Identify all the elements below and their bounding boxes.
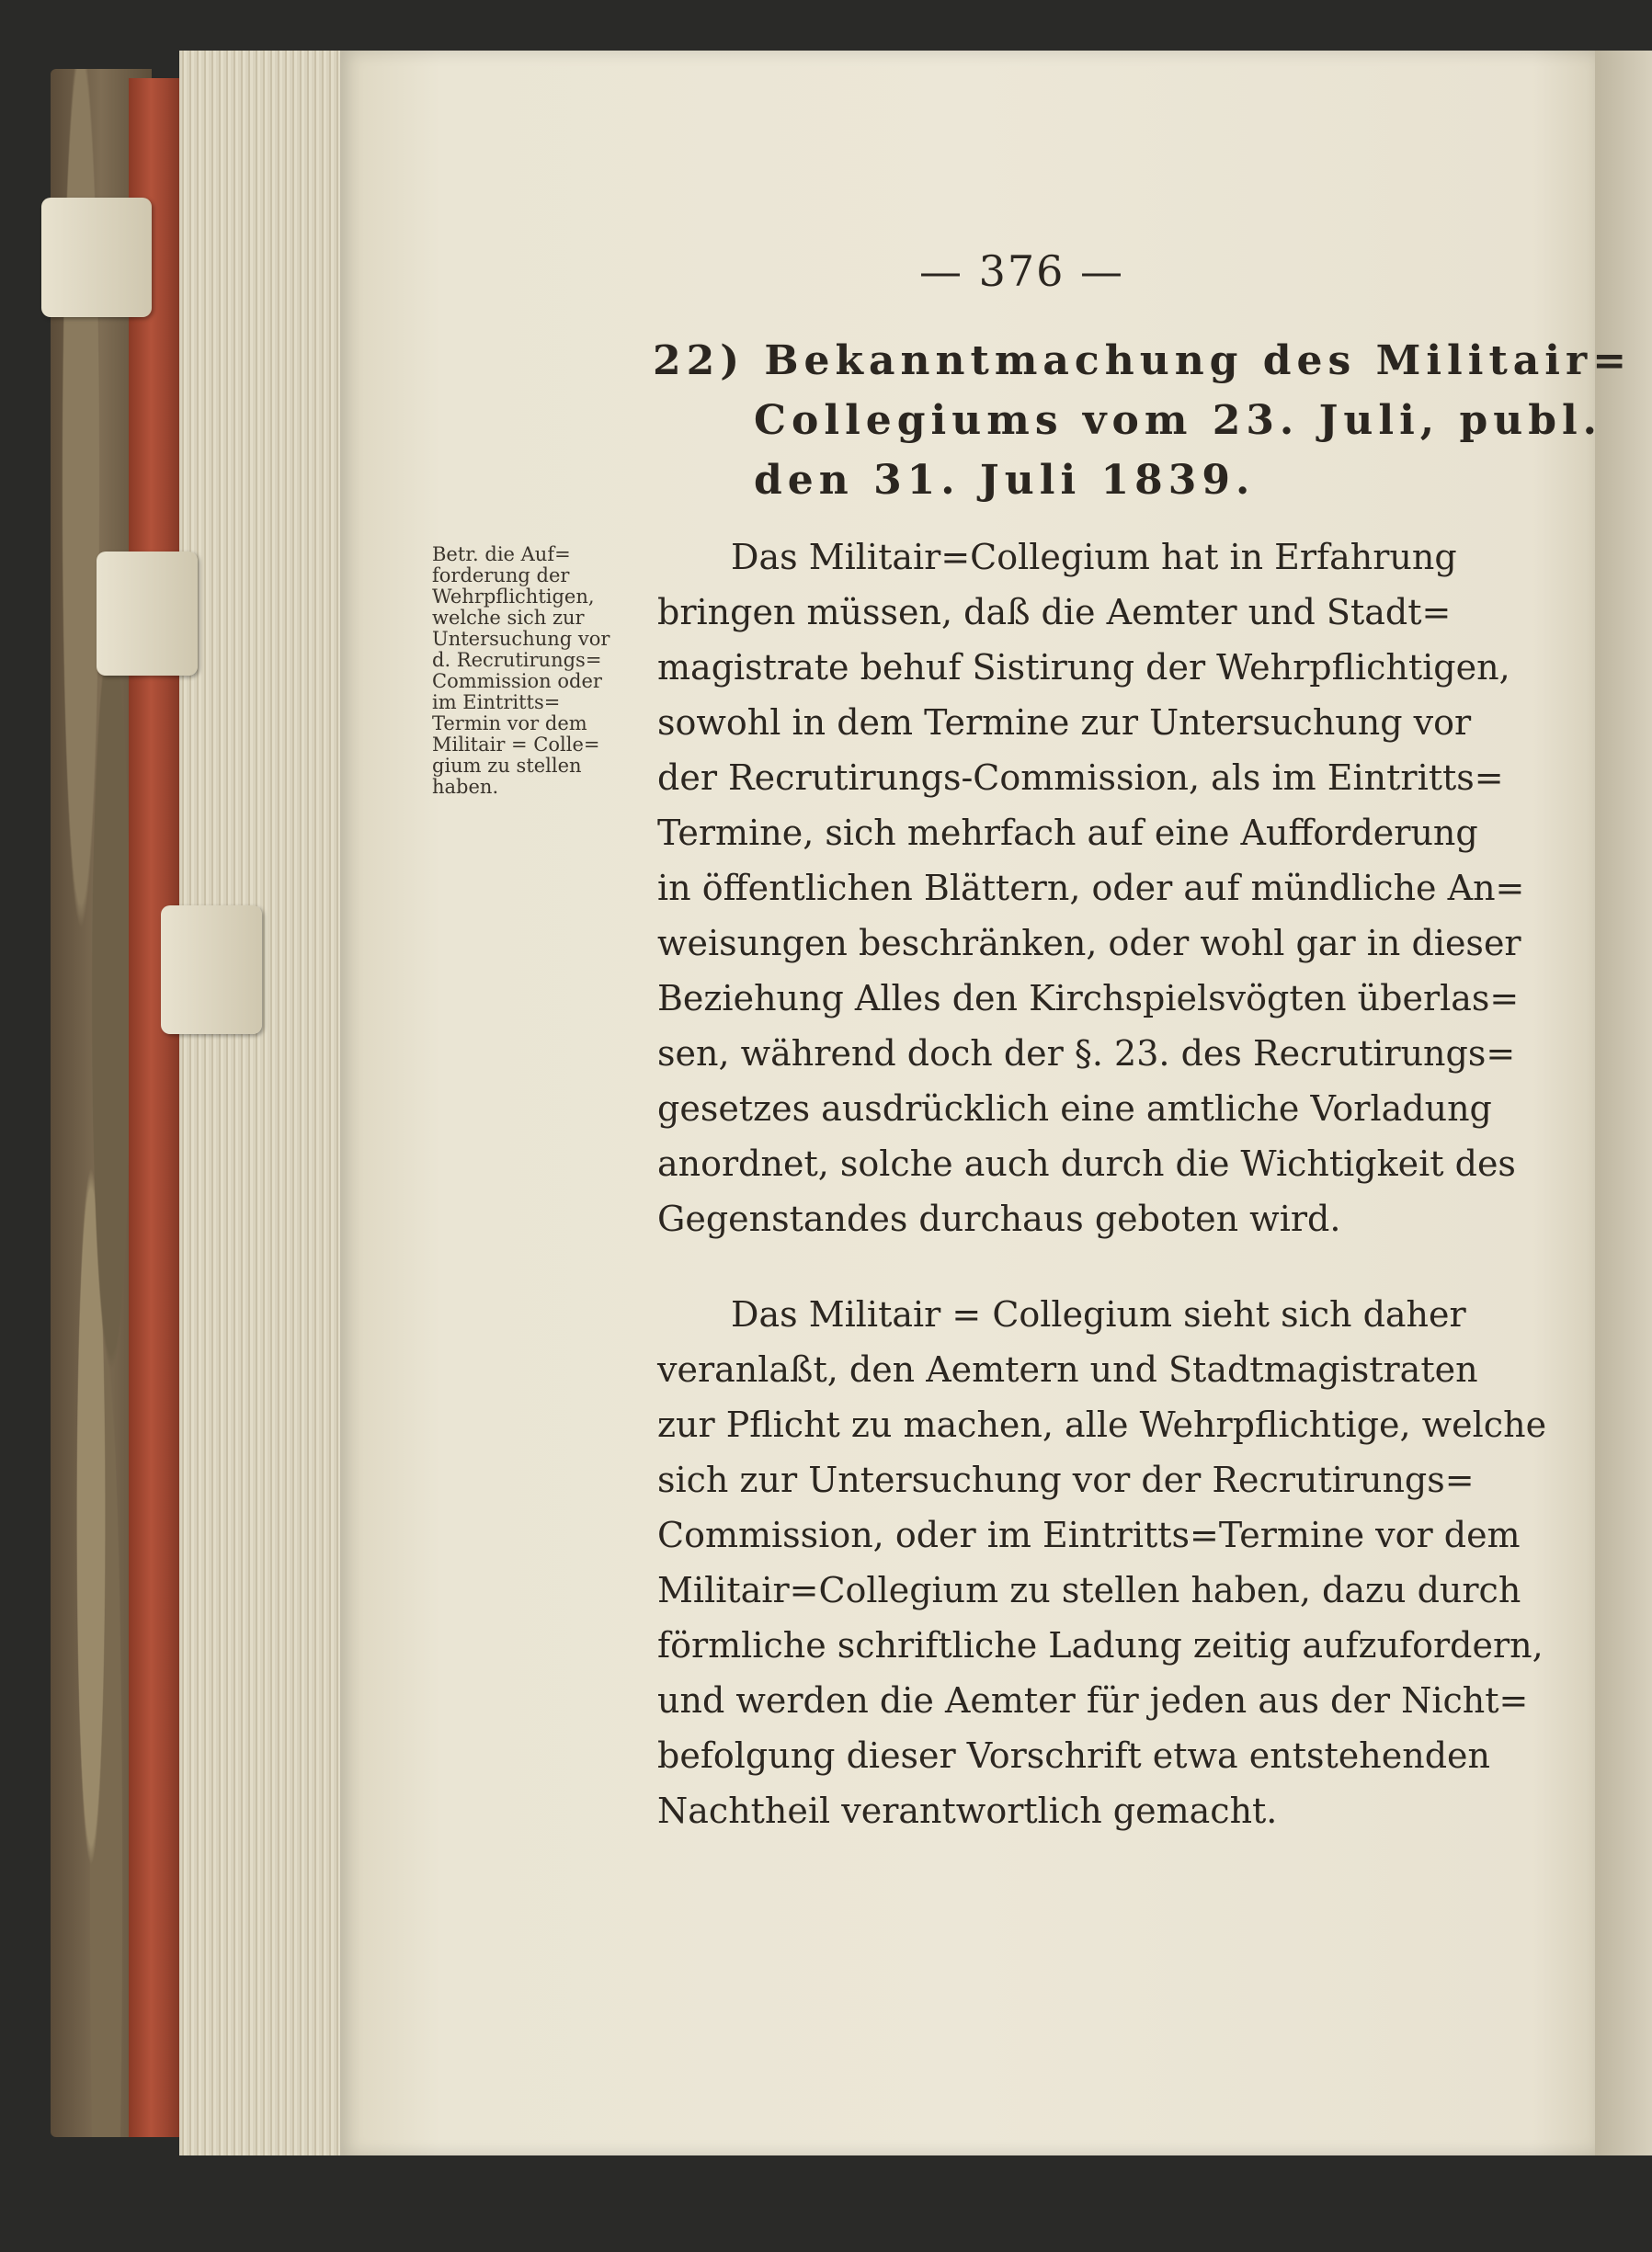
margin-note-line: Betr. die Auf= xyxy=(432,543,571,565)
paragraph-line: förmliche schriftliche Ladung zeitig aufzufordern, xyxy=(657,1625,1544,1666)
heading-line: 22) Bekanntmachung des Militair= xyxy=(653,337,1633,384)
heading-line: den 31. Juli 1839. xyxy=(754,457,1256,504)
margin-note-line: haben. xyxy=(432,776,499,798)
paragraph-line: Nachtheil verantwortlich gemacht. xyxy=(657,1791,1278,1831)
paragraph-line: sowohl in dem Termine zur Untersuchung vor xyxy=(657,702,1472,743)
margin-note-line: Commission oder xyxy=(432,670,602,692)
margin-note-line: welche sich zur xyxy=(432,607,585,629)
paragraph-line: gesetzes ausdrücklich eine amtliche Vorladung xyxy=(657,1088,1492,1129)
paragraph-line: befolgung dieser Vorschrift etwa entstehenden xyxy=(657,1735,1491,1776)
paragraph-line: magistrate behuf Sistirung der Wehrpflichtigen, xyxy=(657,647,1510,688)
page-marker-tab[interactable] xyxy=(161,905,262,1034)
paragraph-line: zur Pflicht zu machen, alle Wehrpflichtige, welche xyxy=(657,1405,1547,1445)
page-number: — 376 — xyxy=(919,246,1125,296)
margin-note-line: im Eintritts= xyxy=(432,691,561,713)
paragraph-line: bringen müssen, daß die Aemter und Stadt= xyxy=(657,592,1452,632)
paragraph-line: sich zur Untersuchung vor der Recrutirungs= xyxy=(657,1460,1475,1500)
paragraph-line: Gegenstandes durchaus geboten wird. xyxy=(657,1199,1341,1239)
page-marker-tab[interactable] xyxy=(41,198,152,317)
paragraph-line: veranlaßt, den Aemtern und Stadtmagistraten xyxy=(657,1349,1478,1390)
paragraph-line: anordnet, solche auch durch die Wichtigkeit des xyxy=(657,1143,1516,1184)
page-stack xyxy=(179,51,340,2155)
paragraph-line: in öffentlichen Blättern, oder auf mündliche An= xyxy=(657,868,1525,908)
paragraph-line: weisungen beschränken, oder wohl gar in dieser xyxy=(657,923,1521,963)
paragraph-line: und werden die Aemter für jeden aus der Nicht= xyxy=(657,1680,1529,1721)
paragraph-line: Das Militair = Collegium sieht sich daher xyxy=(731,1294,1466,1335)
heading-line: Collegiums vom 23. Juli, publ. xyxy=(754,397,1602,444)
margin-note-line: gium zu stellen xyxy=(432,755,582,777)
paragraph-line: Termine, sich mehrfach auf eine Aufforderung xyxy=(657,813,1478,853)
paragraph-line: Das Militair=Collegium hat in Erfahrung xyxy=(731,537,1457,577)
paragraph-line: der Recrutirungs-Commission, als im Eintritts= xyxy=(657,757,1504,798)
margin-note-line: forderung der xyxy=(432,564,570,586)
page-marker-tab[interactable] xyxy=(97,552,198,676)
margin-note-line: Untersuchung vor xyxy=(432,628,610,650)
paragraph-line: Beziehung Alles den Kirchspielsvögten überlas= xyxy=(657,978,1520,1018)
margin-note-line: Wehrpflichtigen, xyxy=(432,586,595,608)
margin-note-line: d. Recrutirungs= xyxy=(432,649,602,671)
margin-note xyxy=(432,544,653,798)
paragraph-line: Militair=Collegium zu stellen haben, dazu durch xyxy=(657,1570,1521,1610)
margin-note-line: Militair = Colle= xyxy=(432,734,600,756)
paragraph-line: sen, während doch der §. 23. des Recrutirungs= xyxy=(657,1033,1516,1074)
paragraph-line: Commission, oder im Eintritts=Termine vor dem xyxy=(657,1515,1521,1555)
red-page-edge xyxy=(129,78,184,2137)
margin-note-line: Termin vor dem xyxy=(432,712,587,734)
